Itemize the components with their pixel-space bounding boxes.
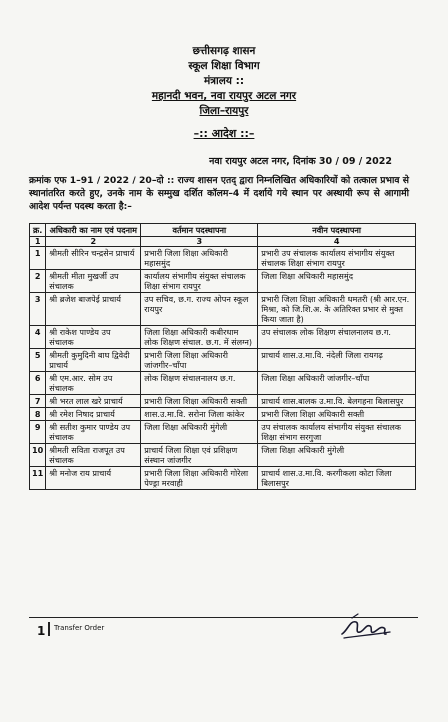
- row-new: प्राचार्य शास.उ.मा.वि. नंदेली जिला रायगढ़: [258, 349, 416, 372]
- header-department: स्कूल शिक्षा विभाग: [188, 60, 260, 72]
- row-sn: 6: [30, 372, 46, 395]
- row-new: जिला शिक्षा अधिकारी जांजगीर–चाँपा: [258, 372, 416, 395]
- row-name: श्री ब्रजेश बाजपेई प्राचार्य: [46, 293, 141, 326]
- table-row: [30, 349, 416, 372]
- row-name: श्रीमती मीता मुखर्जी उप संचालक: [46, 270, 141, 293]
- row-current: जिला शिक्षा अधिकारी कबीरधाम लोक शिक्षण संचाल. छ.ग. में संलग्न): [141, 326, 258, 349]
- row-sn: 10: [30, 444, 46, 467]
- row-name: श्री राकेश पाण्डेय उप संचालक: [46, 326, 141, 349]
- document-header: [0, 44, 448, 119]
- row-current: प्रभारी जिला शिक्षा अधिकारी जांजगीर–चाँपा: [141, 349, 258, 372]
- header-sn: क्र.: [30, 224, 46, 237]
- row-new: जिला शिक्षा अधिकारी महासमुंद: [258, 270, 416, 293]
- header-government: छत्तीसगढ़ शासन: [192, 45, 256, 57]
- row-new: उप संचालक लोक शिक्षण संचालनालय छ.ग.: [258, 326, 416, 349]
- header-address: महानदी भवन, नवा रायपुर अटल नगर: [151, 90, 297, 102]
- row-new: उप संचालक कार्यालय संभागीय संयुक्त संचालक शिक्षा संभाग सरगुजा: [258, 421, 416, 444]
- row-current: शास.उ.मा.वि. सरोना जिला कांकेर: [141, 408, 258, 421]
- signature-icon: [338, 608, 394, 644]
- table-row: [30, 270, 416, 293]
- row-sn: 5: [30, 349, 46, 372]
- order-intro: क्रमांक एफ 1–91 / 2022 / 20–दो :: राज्य शासन एतद् द्वारा निम्नलिखित अधिकारियों को तत्काल प्रभाव से स्थानांतरित करते हुए, उनके नाम के सम्मुख दर्शित कॉलम–4 में दर्शाये गये स्थान पर अस्थायी रूप से आगामी आदेश पर्यन्त पदस्थ करता है:–: [29, 175, 409, 212]
- row-name: श्री मनोज राय प्राचार्य: [46, 467, 141, 490]
- table-row: [30, 326, 416, 349]
- row-current: लोक शिक्षण संचालनालय छ.ग.: [141, 372, 258, 395]
- header-new-posting: नवीन पदस्थापना: [258, 224, 416, 237]
- order-title: –:: आदेश ::–: [193, 127, 255, 140]
- row-new: प्रभारी जिला शिक्षा अधिकारी सक्ती: [258, 408, 416, 421]
- row-current: प्राचार्य जिला शिक्षा एवं प्रशिक्षण संस्थान जांजगीर: [141, 444, 258, 467]
- table-header-row: [30, 224, 416, 237]
- table-row: [30, 444, 416, 467]
- header-name: अधिकारी का नाम एवं पदनाम: [46, 224, 141, 237]
- table-row: [30, 247, 416, 270]
- row-sn: 11: [30, 467, 46, 490]
- table-row: [30, 408, 416, 421]
- col-number: 3: [141, 237, 258, 247]
- col-number: 4: [258, 237, 416, 247]
- table-row: [30, 421, 416, 444]
- row-current: उप सचिव, छ.ग. राज्य ओपन स्कूल रायपुर: [141, 293, 258, 326]
- header-ministry: मंत्रालय ::: [203, 75, 245, 87]
- row-name: श्रीमती कुमुदिनी बाघ द्विवेदी प्राचार्य: [46, 349, 141, 372]
- table-row: [30, 395, 416, 408]
- row-name: श्री सतीश कुमार पाण्डेय उप संचालक: [46, 421, 141, 444]
- row-new: प्राचार्य शास.उ.मा.वि. करगीकला कोटा जिला बिलासपुर: [258, 467, 416, 490]
- header-district: जिला–रायपुर: [199, 105, 249, 117]
- col-number: 2: [46, 237, 141, 247]
- header-current-posting: वर्तमान पदस्थापना: [141, 224, 258, 237]
- place-date: नवा रायपुर अटल नगर, दिनांक 30 / 09 / 2022: [209, 156, 392, 167]
- row-new: प्रभारी जिला शिक्षा अधिकारी धमतरी (श्री आर.एन. मिश्रा, को जि.शि.अ. के अतिरिक्त प्रभार से मुक्त किया जाता है): [258, 293, 416, 326]
- row-sn: 4: [30, 326, 46, 349]
- row-name: श्रीमती सविता राजपूत उप संचालक: [46, 444, 141, 467]
- row-current: प्रभारी जिला शिक्षा अधिकारी गोरेला पेण्ड्रा मरवाही: [141, 467, 258, 490]
- footer-separator: [48, 622, 50, 636]
- footer-label: Transfer Order: [54, 624, 105, 632]
- row-sn: 7: [30, 395, 46, 408]
- row-sn: 9: [30, 421, 46, 444]
- row-current: प्रभारी जिला शिक्षा अधिकारी महासमुंद: [141, 247, 258, 270]
- row-current: कार्यालय संभागीय संयुक्त संचालक शिक्षा संभाग रायपुर: [141, 270, 258, 293]
- row-name: श्री रमेश निषाद प्राचार्य: [46, 408, 141, 421]
- column-number-row: [30, 237, 416, 247]
- footer-page-number: 1: [37, 624, 46, 638]
- row-new: प्राचार्य शास.बालक उ.मा.वि. बेलगहना बिलासपुर: [258, 395, 416, 408]
- table-row: [30, 293, 416, 326]
- row-sn: 8: [30, 408, 46, 421]
- row-sn: 1: [30, 247, 46, 270]
- transfer-table: [29, 223, 416, 490]
- row-name: श्रीमती सीरिन चन्द्रसेन प्राचार्य: [46, 247, 141, 270]
- row-name: श्री भरत लाल खरे प्राचार्य: [46, 395, 141, 408]
- row-new: प्रभारी उप संचालक कार्यालय संभागीय संयुक्त संचालक शिक्षा संभाग रायपुर: [258, 247, 416, 270]
- row-sn: 3: [30, 293, 46, 326]
- col-number: 1: [30, 237, 46, 247]
- row-current: प्रभारी जिला शिक्षा अधिकारी सक्ती: [141, 395, 258, 408]
- row-new: जिला शिक्षा अधिकारी मुंगेली: [258, 444, 416, 467]
- row-name: श्री एम.आर. सोम उप संचालक: [46, 372, 141, 395]
- table-row: [30, 467, 416, 490]
- table-row: [30, 372, 416, 395]
- row-current: जिला शिक्षा अधिकारी मुंगेली: [141, 421, 258, 444]
- row-sn: 2: [30, 270, 46, 293]
